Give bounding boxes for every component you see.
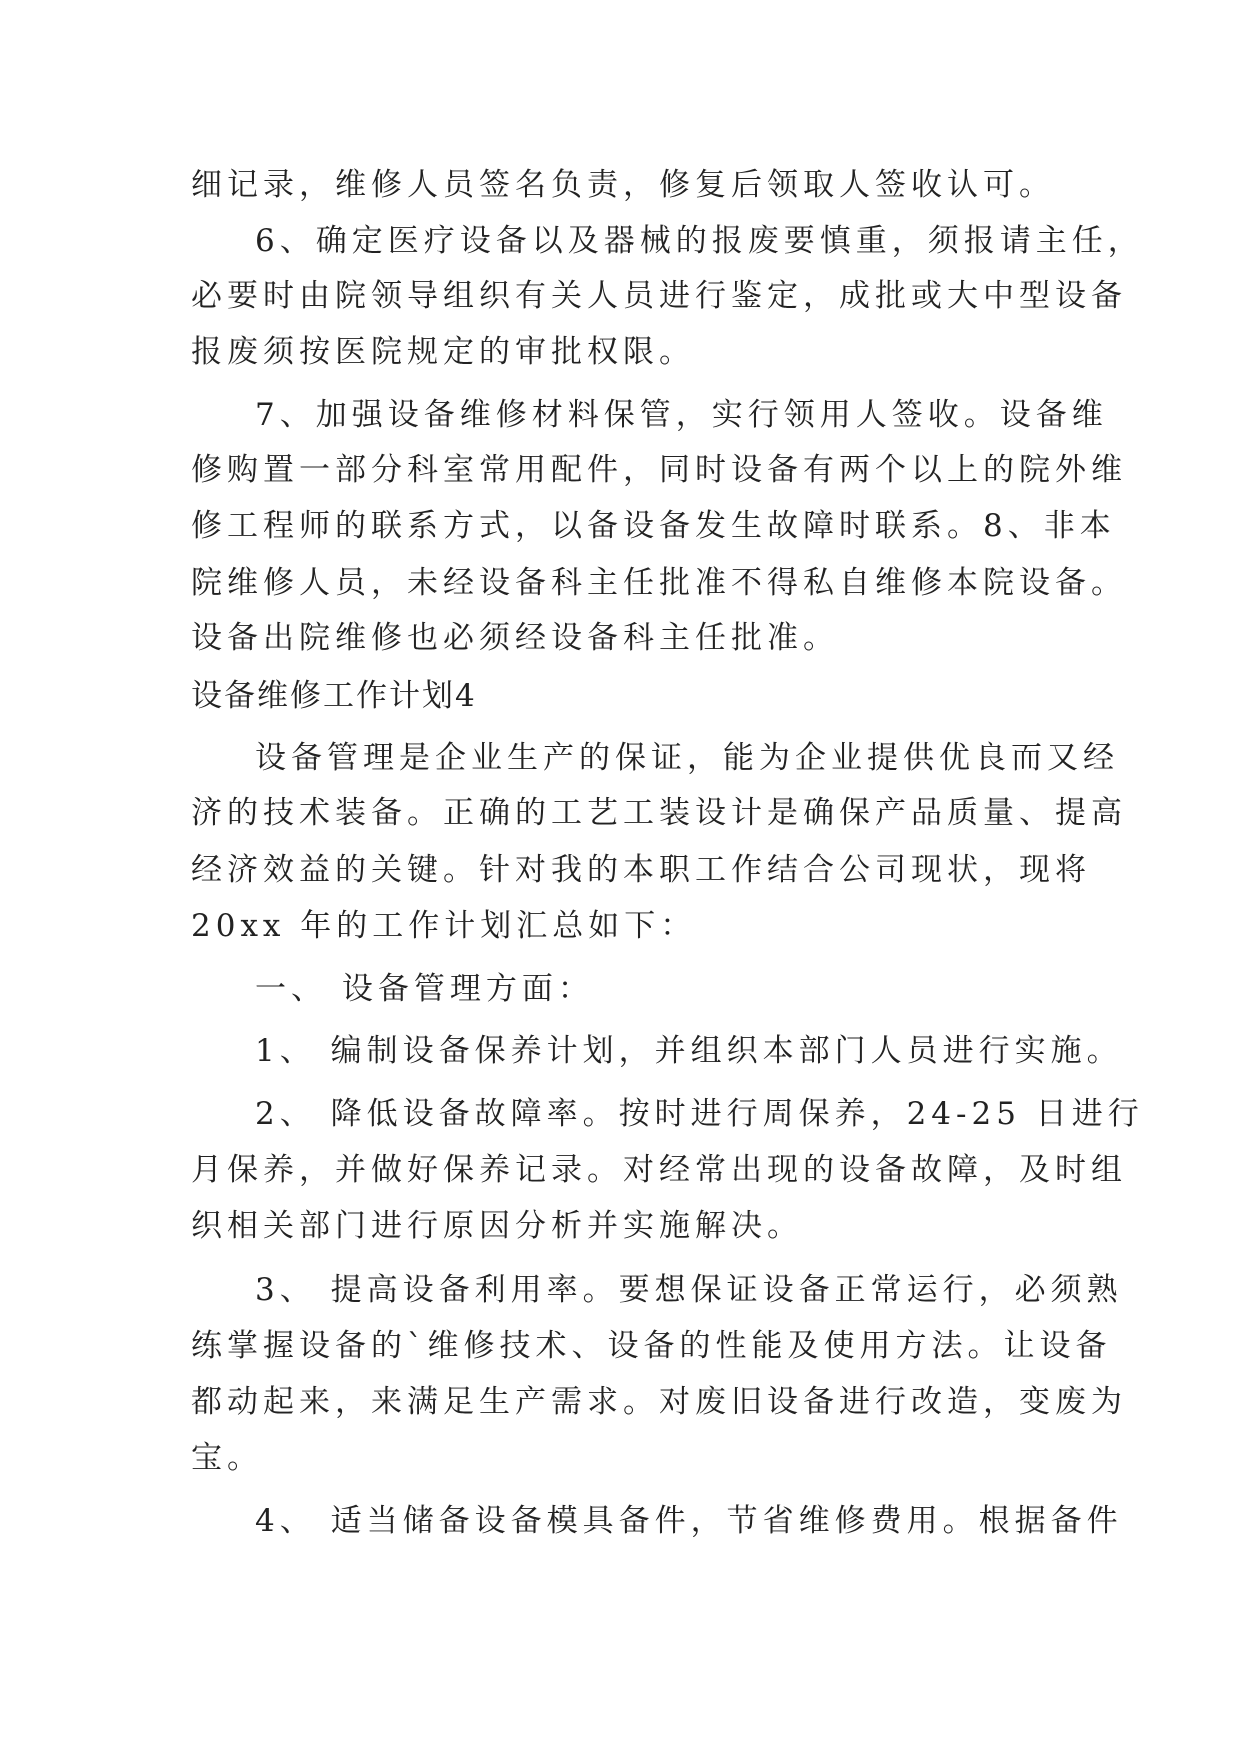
list-item: 3、 提高设备利用率。要想保证设备正常运行，必须熟 bbox=[255, 1272, 1123, 1308]
paragraph-line: 细记录，维修人员签名负责，修复后领取人签收认可。 bbox=[191, 167, 1055, 203]
list-item: 2、 降低设备故障率。按时进行周保养，24-25 日进行 bbox=[255, 1096, 1144, 1132]
paragraph-line: 宝。 bbox=[191, 1440, 263, 1476]
paragraph-line: 报废须按医院规定的审批权限。 bbox=[191, 334, 695, 370]
paragraph-line: 必要时由院领导组织有关人员进行鉴定，成批或大中型设备 bbox=[191, 278, 1127, 314]
list-item: 1、 编制设备保养计划，并组织本部门人员进行实施。 bbox=[255, 1033, 1123, 1069]
paragraph-line: 院维修人员，未经设备科主任批准不得私自维修本院设备。 bbox=[191, 565, 1127, 601]
paragraph-line: 20xx 年的工作计划汇总如下： bbox=[191, 908, 697, 944]
paragraph-line: 修购置一部分科室常用配件，同时设备有两个以上的院外维 bbox=[191, 452, 1127, 488]
paragraph-line: 月保养，并做好保养记录。对经常出现的设备故障，及时组 bbox=[191, 1152, 1127, 1188]
paragraph-line: 济的技术装备。正确的工艺工装设计是确保产品质量、提高 bbox=[191, 795, 1127, 831]
paragraph-line: 经济效益的关键。针对我的本职工作结合公司现状，现将 bbox=[191, 852, 1091, 888]
paragraph-line: 设备管理是企业生产的保证，能为企业提供优良而又经 bbox=[255, 740, 1119, 776]
paragraph-line: 织相关部门进行原因分析并实施解决。 bbox=[191, 1208, 803, 1244]
list-heading: 一、 设备管理方面： bbox=[255, 971, 594, 1007]
paragraph-line: 修工程师的联系方式，以备设备发生故障时联系。8、非本 bbox=[191, 508, 1116, 544]
paragraph-line: 练掌握设备的`维修技术、设备的性能及使用方法。让设备 bbox=[191, 1328, 1112, 1364]
list-item: 4、 适当储备设备模具备件，节省维修费用。根据备件 bbox=[255, 1503, 1123, 1539]
paragraph-line: 都动起来，来满足生产需求。对废旧设备进行改造，变废为 bbox=[191, 1384, 1127, 1420]
paragraph-line: 7、加强设备维修材料保管，实行领用人签收。设备维 bbox=[255, 397, 1108, 433]
paragraph-line: 设备出院维修也必须经设备科主任批准。 bbox=[191, 620, 839, 656]
section-heading: 设备维修工作计划4 bbox=[191, 678, 477, 714]
paragraph-line: 6、确定医疗设备以及器械的报废要慎重，须报请主任， bbox=[255, 223, 1144, 259]
